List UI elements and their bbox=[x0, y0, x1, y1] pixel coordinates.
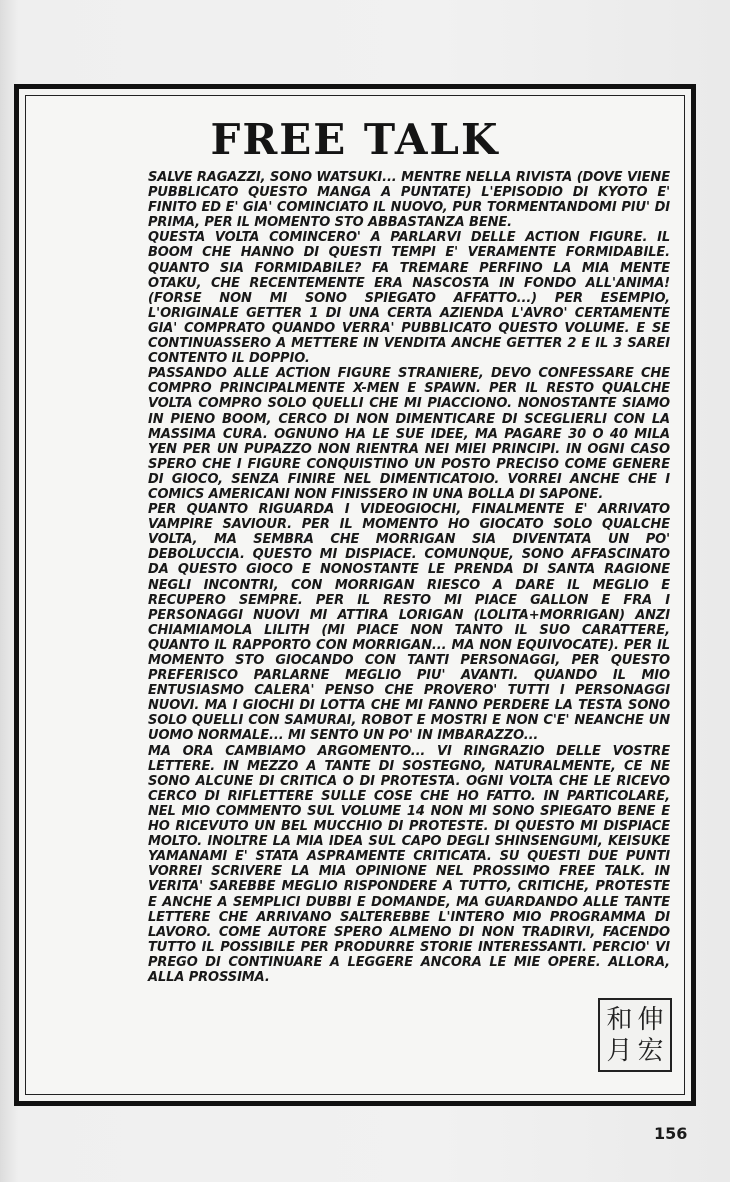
seal-char: 伸 bbox=[637, 1004, 664, 1035]
page-title: FREE TALK bbox=[210, 115, 500, 164]
seal-char: 和 bbox=[606, 1004, 633, 1035]
free-talk-body bbox=[148, 170, 670, 985]
page-number: 156 bbox=[654, 1124, 688, 1143]
seal-char: 宏 bbox=[637, 1035, 664, 1066]
paragraph-foreign-figures: PASSANDO ALLE ACTION FIGURE STRANIERE, DEVO CONFESSARE CHE COMPRO PRINCIPALMENTE X-MEN E SPAWN. PER IL RESTO QUALCHE VOLTA COMPRO SOLO QUELLI CHE MI PIACCIONO. NONOSTANTE SIAMO IN PIENO BOOM, CERCO DI NON DIMENTICARE DI SCEGLIERLI CON LA MASSIMA CURA. OGNUNO HA LE SUE IDEE, MA PAGARE 30 O 40 MILA YEN PER UN PUPAZZO NON RIENTRA NEI MIEI PRINCIPI. IN OGNI CASO SPERO CHE I FIGURE CONQUISTINO UN POSTO PRECISO COME GENERE DI GIOCO, SENZA FINIRE NEL DIMENTICATOIO. VORREI ANCHE CHE I COMICS AMERICANI NON FINISSERO IN UNA BOLLA DI SAPONE. bbox=[148, 366, 670, 502]
seal-char: 月 bbox=[606, 1035, 633, 1066]
paragraph-action-figures: QUESTA VOLTA COMINCERO' A PARLARVI DELLE ACTION FIGURE. IL BOOM CHE HANNO DI QUESTI TEMPI E' VERAMENTE FORMIDABILE. QUANTO SIA FORMIDABILE? FA TREMARE PERFINO LA MIA MENTE OTAKU, CHE RECENTEMENTE ERA NASCOSTA IN FONDO ALL'ANIMA! (FORSE NON MI SONO SPIEGATO AFFATTO...) PER ESEMPIO, L'ORIGINALE GETTER 1 DI UNA CERTA AZIENDA L'AVRO' CERTAMENTE GIA' COMPRATO QUANDO VERRA' PUBBLICATO QUESTO VOLUME. E SE CONTINUASSERO A METTERE IN VENDITA ANCHE GETTER 2 E IL 3 SAREI CONTENTO IL DOPPIO. bbox=[148, 230, 670, 367]
paragraph-videogames: PER QUANTO RIGUARDA I VIDEOGIOCHI, FINALMENTE E' ARRIVATO VAMPIRE SAVIOUR. PER IL MOMENTO HO GIOCATO SOLO QUALCHE VOLTA, MA SEMBRA CHE MORRIGAN SIA DIVENTATA UN PO' DEBOLUCCIA. QUESTO MI DISPIACE. COMUNQUE, SONO AFFASCINATO DA QUESTO GIOCO E NONOSTANTE LE PRENDA DI SANTA RAGIONE NEGLI INCONTRI, CON MORRIGAN RIESCO A DARE IL MEGLIO E RECUPERO SEMPRE. PER IL RESTO MI PIACE GALLON E FRA I PERSONAGGI NUOVI MI ATTIRA LORIGAN (LOLITA+MORRIGAN) ANZI CHIAMIAMOLA LILITH (MI PIACE NON TANTO IL SUO CARATTERE, QUANTO IL RAPPORTO CON MORRIGAN... MA NON EQUIVOCATE). PER IL MOMENTO STO GIOCANDO CON TANTI PERSONAGGI, PER QUESTO PREFERISCO PARLARNE MEGLIO PIU' AVANTI. QUANDO IL MIO ENTUSIASMO CALERA' PENSO CHE PROVERO' TUTTI I PERSONAGGI NUOVI. MA I GIOCHI DI LOTTA CHE MI FANNO PERDERE LA TESTA SONO SOLO QUELLI CON SAMURAI, ROBOT E MOSTRI E NON C'E' NEANCHE UN UOMO NORMALE... MI SENTO UN PO' IN IMBARAZZO... bbox=[148, 502, 670, 744]
paragraph-letters: MA ORA CAMBIAMO ARGOMENTO... VI RINGRAZIO DELLE VOSTRE LETTERE. IN MEZZO A TANTE DI SOSTEGNO, NATURALMENTE, CE NE SONO ALCUNE DI CRITICA O DI PROTESTA. OGNI VOLTA CHE LE RICEVO CERCO DI RIFLETTERE SULLE COSE CHE HO FATTO. IN PARTICOLARE, NEL MIO COMMENTO SUL VOLUME 14 NON MI SONO SPIEGATO BENE E HO RICEVUTO UN BEL MUCCHIO DI PROTESTE. DI QUESTO MI DISPIACE MOLTO. INOLTRE LA MIA IDEA SUL CAPO DEGLI SHINSENGUMI, KEISUKE YAMANAMI E' STATA ASPRAMENTE CRITICATA. SU QUESTI DUE PUNTI VORREI SCRIVERE LA MIA OPINIONE NEL PROSSIMO FREE TALK. IN VERITA' SAREBBE MEGLIO RISPONDERE A TUTTO, CRITICHE, PROTESTE E ANCHE A SEMPLICI DUBBI E DOMANDE, MA GUARDANDO ALLE TANTE LETTERE CHE ARRIVANO SALTEREBBE L'INTERO MIO PROGRAMMA DI LAVORO. COME AUTORE SPERO ALMENO DI NON TRADIRVI, FACENDO TUTTO IL POSSIBILE PER PRODURRE STORIE INTERESSANTI. PERCIO' VI PREGO DI CONTINUARE A LEGGERE ANCORA LE MIE OPERE. ALLORA, ALLA PROSSIMA. bbox=[148, 743, 670, 985]
author-seal-stamp bbox=[598, 998, 672, 1072]
paragraph-intro: SALVE RAGAZZI, SONO WATSUKI... MENTRE NELLA RIVISTA (DOVE VIENE PUBBLICATO QUESTO MANGA A PUNTATE) L'EPISODIO DI KYOTO E' FINITO ED E' GIA' COMINCIATO IL NUOVO, PUR TORMENTANDOMI PIU' DI PRIMA, PER IL MOMENTO STO ABBASTANZA BENE. bbox=[148, 170, 670, 231]
